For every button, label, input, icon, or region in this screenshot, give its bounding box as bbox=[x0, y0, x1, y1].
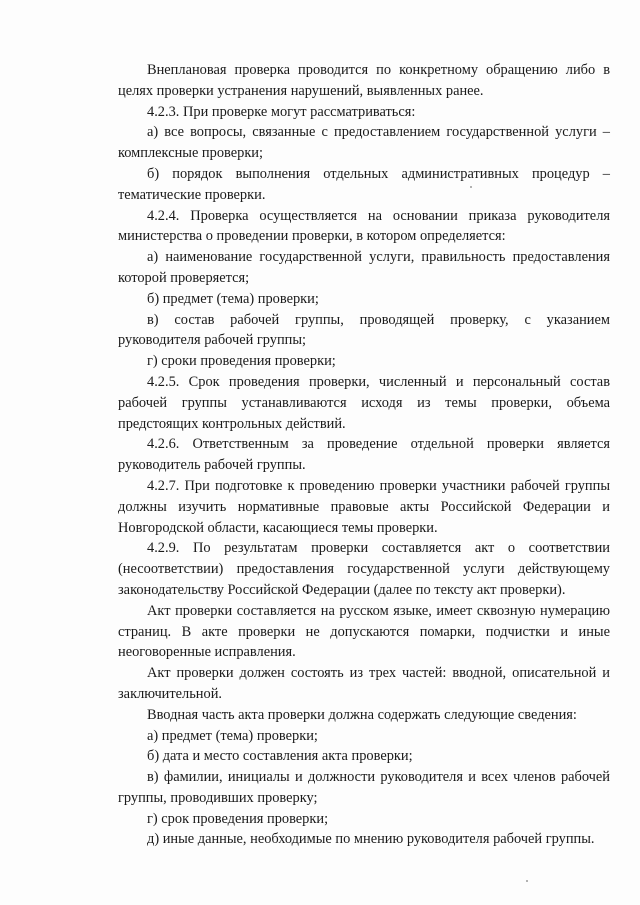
paragraph-intro-part: Вводная часть акта проверки должна содержать следующие сведения: bbox=[147, 706, 577, 723]
paragraph-4-2-5: 4.2.5. Срок проведения проверки, численный и персональный состав рабочей группы устанавливаются исходя из темы проверки, объема предстоящих контрольных действий. bbox=[118, 373, 610, 432]
paragraph-4-2-6: 4.2.6. Ответственным за проведение отдельной проверки является руководитель рабочей группы. bbox=[118, 436, 610, 474]
paragraph-unplanned-inspection: Внеплановая проверка проводится по конкретному обращению либо в целях проверки устранения нарушений, выявленных ранее. bbox=[118, 62, 610, 99]
paragraph-act-parts: Акт проверки должен состоять из трех частей: вводной, описательной и заключительной. bbox=[118, 665, 610, 702]
paragraph-4-2-9: 4.2.9. По результатам проверки составляется акт о соответствии (несоответствии) предоставления государственной услуги действующему законодательству Российской Федерации (далее по тексту акт проверки). bbox=[118, 540, 610, 598]
paragraph-item-v-group: в) состав рабочей группы, проводящей проверку, с указанием руководителя рабочей группы; bbox=[118, 311, 610, 349]
scan-speck bbox=[526, 880, 528, 882]
paragraph-intro-item-v: в) фамилии, инициалы и должности руководителя и всех членов рабочей группы, проводивших проверку; bbox=[118, 769, 610, 806]
scan-speck bbox=[470, 186, 472, 188]
paragraph-item-a-service-name: а) наименование государственной услуги, правильность предоставления которой проверяется; bbox=[118, 249, 610, 286]
paragraph-item-b-subject: б) предмет (тема) проверки; bbox=[147, 290, 319, 307]
document-body bbox=[118, 60, 610, 850]
paragraph-item-b-thematic: б) порядок выполнения отдельных административных процедур – тематические проверки. bbox=[118, 165, 610, 203]
paragraph-item-a-complex: а) все вопросы, связанные с предоставлением государственной услуги – комплексные проверки; bbox=[118, 124, 610, 162]
paragraph-item-g-terms: г) сроки проведения проверки; bbox=[147, 353, 336, 370]
paragraph-4-2-4: 4.2.4. Проверка осуществляется на основании приказа руководителя министерства о проведении проверки, в котором определяется: bbox=[118, 207, 610, 245]
paragraph-intro-item-b: б) дата и место составления акта проверки; bbox=[147, 748, 413, 765]
paragraph-4-2-7: 4.2.7. При подготовке к проведению проверки участники рабочей группы должны изучить нормативные правовые акты Российской Федерации и Новгородской области, касающиеся темы проверки. bbox=[118, 477, 610, 536]
paragraph-intro-item-g: г) срок проведения проверки; bbox=[147, 810, 329, 827]
paragraph-4-2-3: 4.2.3. При проверке могут рассматриваться: bbox=[147, 103, 416, 120]
paragraph-intro-item-a: а) предмет (тема) проверки; bbox=[147, 727, 318, 744]
paragraph-act-language: Акт проверки составляется на русском языке, имеет сквозную нумерацию страниц. В акте проверки не допускаются помарки, подчистки и иные неоговоренные исправления. bbox=[118, 602, 610, 661]
paragraph-intro-item-d: д) иные данные, необходимые по мнению руководителя рабочей группы. bbox=[147, 831, 595, 848]
